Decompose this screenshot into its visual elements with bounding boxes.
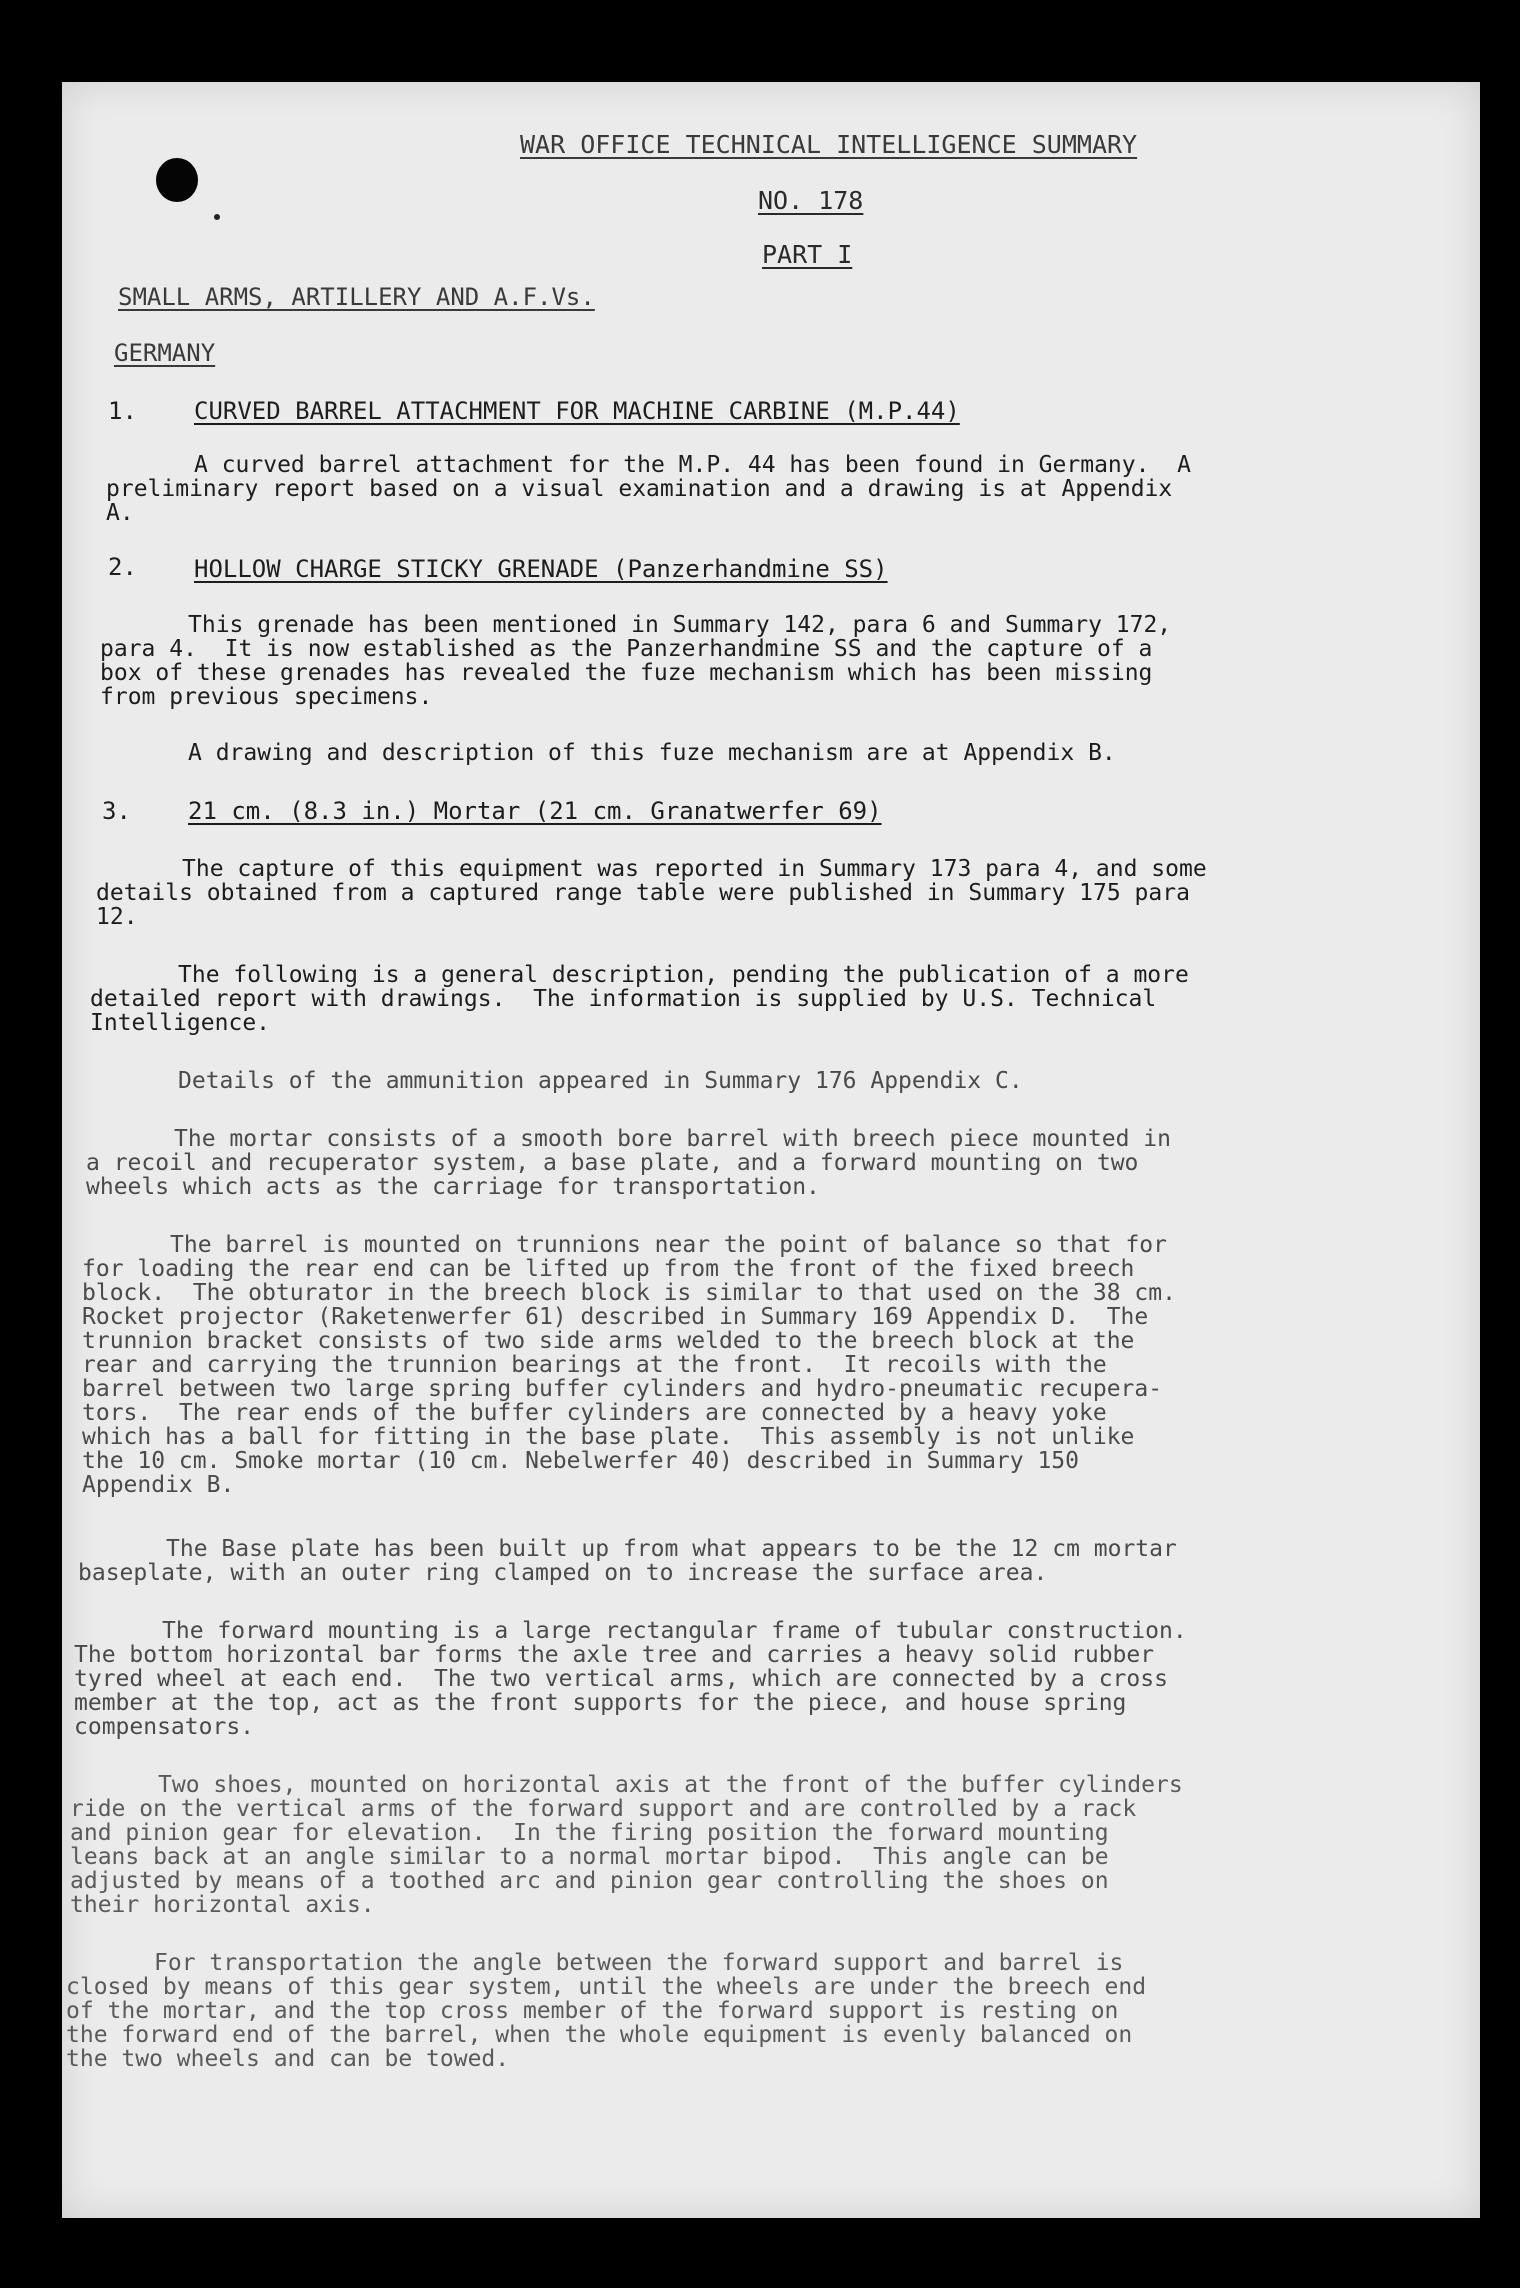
document-subject: SMALL ARMS, ARTILLERY AND A.F.Vs. (118, 283, 595, 311)
s3-p4-line-1: The mortar consists of a smooth bore barrel with breech piece mounted in (174, 1126, 1171, 1152)
section-2-line-1: This grenade has been mentioned in Summary 142, para 6 and Summary 172, (188, 612, 1172, 638)
document-part: PART I (762, 240, 853, 269)
s3-p9-line-5: the two wheels and can be towed. (66, 2046, 510, 2072)
s3-p9-line-4: the forward end of the barrel, when the whole equipment is evenly balanced on (66, 2022, 1133, 2048)
s3-p8-line-4: leans back at an angle similar to a normal mortar bipod. This angle can be (70, 1844, 1109, 1870)
s3-p8-line-5: adjusted by means of a toothed arc and pinion gear controlling the shoes on (70, 1868, 1109, 1894)
s3-p5-line-10: the 10 cm. Smoke mortar (10 cm. Nebelwerfer 40) described in Summary 150 (82, 1448, 1079, 1474)
section-1-number: 1. (108, 397, 137, 425)
s3-p9-line-1: For transportation the angle between the forward support and barrel is (154, 1950, 1124, 1976)
s3-p5-line-1: The barrel is mounted on trunnions near the point of balance so that for (170, 1232, 1167, 1258)
s3-p2-line-3: Intelligence. (90, 1010, 271, 1036)
s3-p8-line-1: Two shoes, mounted on horizontal axis at the front of the buffer cylinders (158, 1772, 1183, 1798)
section-3-number: 3. (102, 797, 131, 825)
s3-p5-line-5: trunnion bracket consists of two side arms welded to the breech block at the (82, 1328, 1135, 1354)
s3-p2-line-1: The following is a general description, pending the publication of a more (178, 962, 1189, 988)
section-1-line-3: A. (106, 500, 134, 526)
section-2-line-5: A drawing and description of this fuze mechanism are at Appendix B. (188, 740, 1116, 766)
section-1-heading: CURVED BARREL ATTACHMENT FOR MACHINE CARBINE (M.P.44) (194, 397, 960, 425)
s3-p5-line-8: tors. The rear ends of the buffer cylinders are connected by a heavy yoke (82, 1400, 1107, 1426)
s3-p3-line-1: Details of the ammunition appeared in Summary 176 Appendix C. (178, 1068, 1023, 1094)
s3-p6-line-2: baseplate, with an outer ring clamped on to increase the surface area. (78, 1560, 1048, 1586)
s3-p5-line-11: Appendix B. (82, 1472, 235, 1498)
section-3-heading: 21 cm. (8.3 in.) Mortar (21 cm. Granatwerfer 69) (188, 797, 882, 825)
document-page (62, 82, 1480, 2218)
s3-p9-line-3: of the mortar, and the top cross member of the forward support is resting on (66, 1998, 1119, 2024)
section-1-line-1: A curved barrel attachment for the M.P. 44 has been found in Germany. A (194, 452, 1191, 478)
s3-p1-line-2: details obtained from a captured range table were published in Summary 175 para (96, 880, 1190, 906)
s3-p4-line-2: a recoil and recuperator system, a base plate, and a forward mounting on two (86, 1150, 1139, 1176)
s3-p7-line-5: compensators. (74, 1714, 255, 1740)
s3-p1-line-3: 12. (96, 904, 138, 930)
s3-p8-line-6: their horizontal axis. (70, 1892, 375, 1918)
section-2-line-3: box of these grenades has revealed the fuze mechanism which has been missing (100, 660, 1153, 686)
s3-p9-line-2: closed by means of this gear system, until the wheels are under the breech end (66, 1974, 1147, 2000)
s3-p8-line-3: and pinion gear for elevation. In the firing position the forward mounting (70, 1820, 1109, 1846)
s3-p7-line-1: The forward mounting is a large rectangular frame of tubular construction. (162, 1618, 1187, 1644)
s3-p5-line-9: which has a ball for fitting in the base plate. This assembly is not unlike (82, 1424, 1135, 1450)
s3-p6-line-1: The Base plate has been built up from what appears to be the 12 cm mortar (166, 1536, 1177, 1562)
section-2-number: 2. (108, 553, 137, 581)
document-body (62, 82, 1480, 2218)
s3-p5-line-3: block. The obturator in the breech block is similar to that used on the 38 cm. (82, 1280, 1176, 1306)
document-country: GERMANY (114, 339, 216, 367)
s3-p5-line-7: barrel between two large spring buffer cylinders and hydro-pneumatic recupera- (82, 1376, 1163, 1402)
section-2-heading: HOLLOW CHARGE STICKY GRENADE (Panzerhandmine SS) (194, 555, 888, 583)
section-2-line-4: from previous specimens. (100, 684, 433, 710)
s3-p5-line-2: for loading the rear end can be lifted up from the front of the fixed breech (82, 1256, 1135, 1282)
s3-p7-line-4: member at the top, act as the front supports for the piece, and house spring (74, 1690, 1127, 1716)
s3-p8-line-2: ride on the vertical arms of the forward support and are controlled by a rack (70, 1796, 1137, 1822)
section-2-line-2: para 4. It is now established as the Panzerhandmine SS and the capture of a (100, 636, 1153, 662)
s3-p4-line-3: wheels which acts as the carriage for transportation. (86, 1174, 820, 1200)
s3-p7-line-3: tyred wheel at each end. The two vertical arms, which are connected by a cross (74, 1666, 1168, 1692)
document-title: WAR OFFICE TECHNICAL INTELLIGENCE SUMMARY (520, 130, 1138, 159)
s3-p7-line-2: The bottom horizontal bar forms the axle tree and carries a heavy solid rubber (74, 1642, 1155, 1668)
s3-p5-line-6: rear and carrying the trunnion bearings at the front. It recoils with the (82, 1352, 1107, 1378)
document-number: NO. 178 (758, 186, 864, 215)
s3-p1-line-1: The capture of this equipment was reported in Summary 173 para 4, and some (182, 856, 1207, 882)
section-1-line-2: preliminary report based on a visual examination and a drawing is at Appendix (106, 476, 1173, 502)
s3-p2-line-2: detailed report with drawings. The information is supplied by U.S. Technical (90, 986, 1157, 1012)
s3-p5-line-4: Rocket projector (Raketenwerfer 61) described in Summary 169 Appendix D. The (82, 1304, 1149, 1330)
